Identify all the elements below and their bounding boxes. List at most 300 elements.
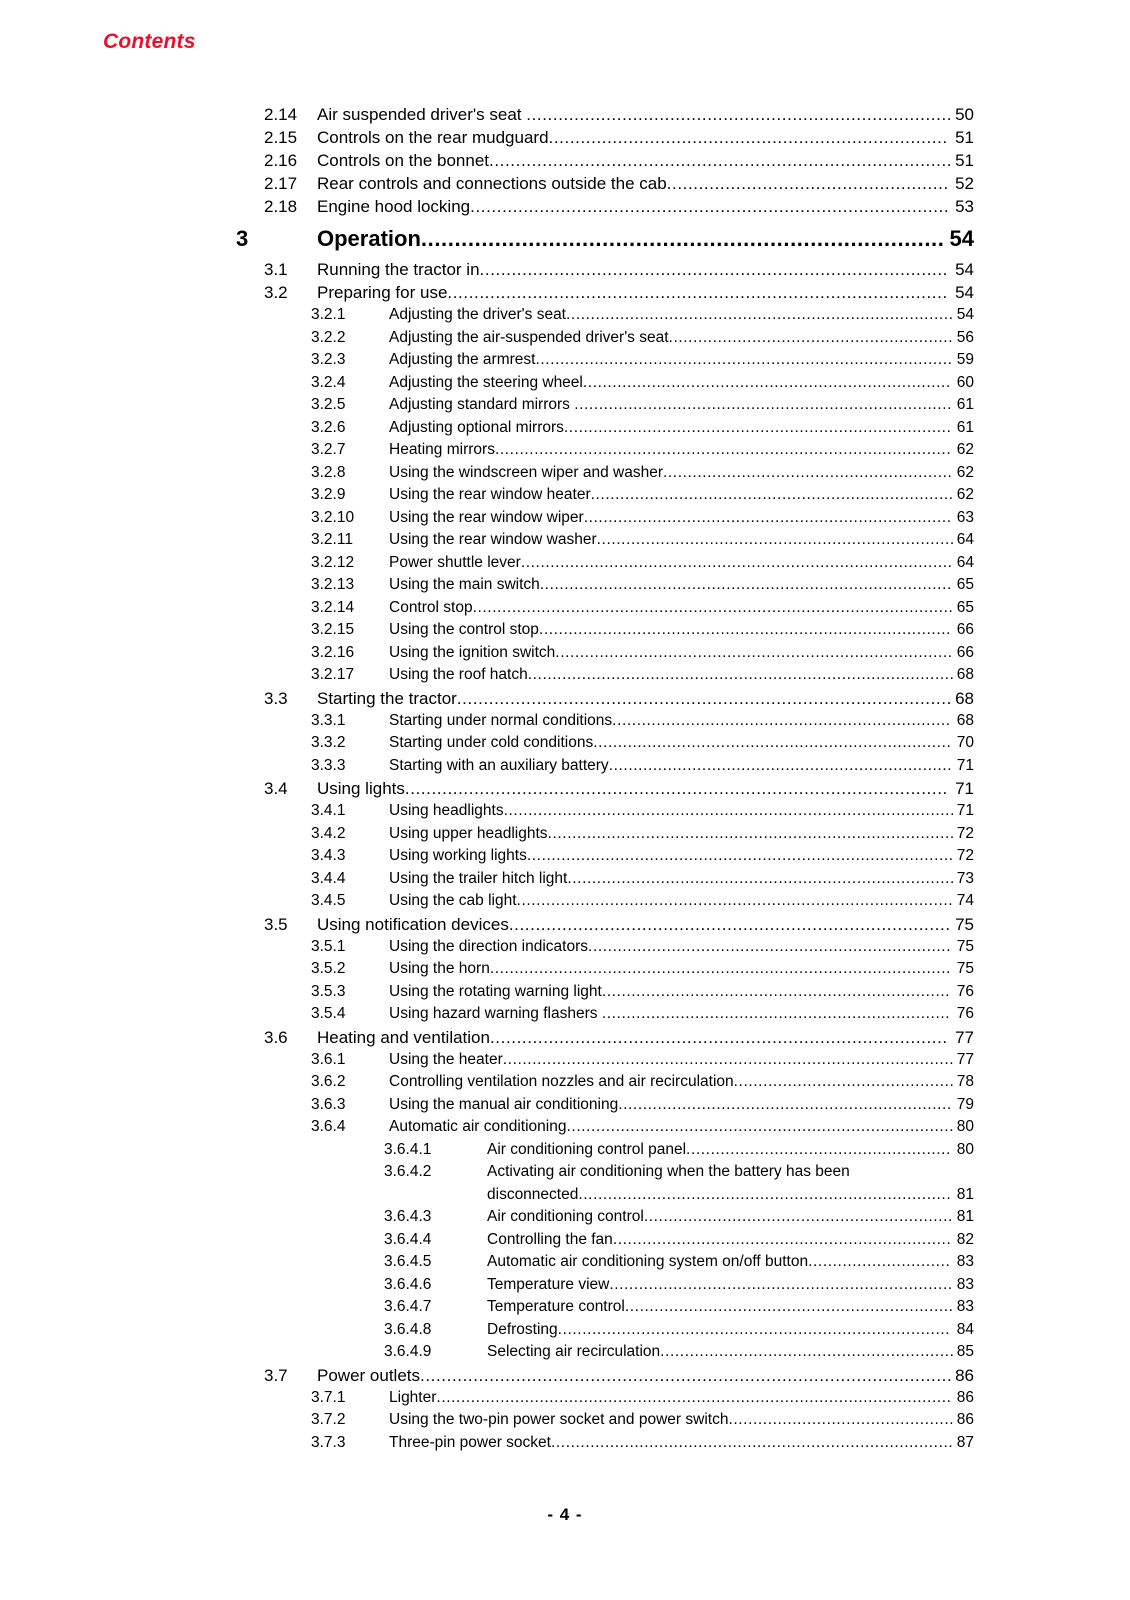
toc-entry-page-number: 71 — [956, 755, 974, 778]
toc-entry-body — [389, 484, 974, 507]
toc-entry[interactable] — [0, 281, 1130, 304]
toc-entry[interactable] — [0, 732, 1130, 755]
toc-leader-dots: .................................................................................... — [539, 576, 952, 593]
toc-entry-number: 3.6.1 — [311, 1050, 346, 1068]
toc-entry-number: 3.6.2 — [311, 1073, 346, 1090]
toc-entry-number: 2.18 — [264, 197, 298, 216]
toc-entry[interactable] — [0, 845, 1130, 868]
toc-entry-title: Engine hood locking — [317, 197, 471, 216]
toc-entry-number: 3.7 — [264, 1365, 288, 1385]
toc-entry-number: 3.3.3 — [311, 756, 346, 774]
toc-entry-title: Using working lights — [389, 847, 527, 864]
toc-entry-title: Using the manual air conditioning — [389, 1095, 619, 1113]
toc-entry-page-number: 60 — [956, 372, 974, 395]
toc-entry-page-number: 75 — [956, 936, 974, 959]
toc-entry-page-number: 68 — [956, 664, 974, 687]
toc-entry-page-number: 62 — [956, 462, 974, 485]
toc-entry-page-number: 83 — [956, 1251, 974, 1274]
toc-entry-number: 3.6.4.8 — [384, 1320, 432, 1338]
toc-leader-dots: ........................................................................................ — [479, 260, 948, 279]
toc-entry-page-number: 62 — [956, 484, 974, 507]
toc-entry-page-number: 76 — [956, 1003, 974, 1026]
toc-entry[interactable] — [0, 1432, 1130, 1455]
toc-leader-dots: ............................................................................ — [578, 1185, 952, 1203]
toc-entry[interactable] — [0, 484, 1130, 507]
toc-entry[interactable] — [0, 349, 1130, 372]
toc-entry[interactable] — [0, 1319, 1130, 1342]
toc-entry-body — [317, 281, 974, 304]
toc-entry-title: Using the roof hatch — [389, 666, 528, 683]
toc-entry[interactable] — [0, 507, 1130, 530]
toc-entry-body — [487, 1296, 974, 1319]
toc-entry-page-number: 81 — [956, 1206, 974, 1229]
toc-leader-dots: .................................................................................................... — [420, 1365, 953, 1385]
toc-entry-number: 3.2.12 — [311, 553, 355, 571]
toc-entry-title: Adjusting the driver's seat — [389, 306, 566, 323]
toc-entry-title: Using upper headlights — [389, 824, 548, 842]
toc-entry-title: Air conditioning control panel — [487, 1140, 687, 1158]
toc-entry-number: 3.6 — [264, 1027, 288, 1047]
toc-entry[interactable] — [0, 642, 1130, 665]
toc-entry-title: Using notification devices — [317, 914, 509, 934]
toc-leader-dots: ...................................................................... — [609, 1275, 953, 1293]
toc-entry[interactable] — [0, 1026, 1130, 1049]
toc-entry-body — [389, 1003, 974, 1026]
toc-leader-dots: .................................................................... — [618, 1095, 952, 1113]
toc-entry-page-number: 66 — [956, 642, 974, 665]
toc-entry-number: 3.2.1 — [311, 306, 346, 323]
toc-entry-title: Starting the tractor — [317, 688, 457, 708]
toc-entry-number: 3.5.2 — [311, 960, 346, 977]
toc-entry-body — [389, 755, 974, 778]
toc-entry-body — [317, 1364, 974, 1387]
toc-entry[interactable] — [0, 958, 1130, 981]
toc-entry-number: 3.6.3 — [311, 1095, 346, 1113]
toc-entry-number: 3.2.15 — [311, 621, 355, 638]
toc-leader-dots: ............................................................................. — [574, 396, 953, 413]
toc-entry-number: 3.5 — [264, 914, 288, 934]
toc-entry-body — [317, 258, 974, 281]
toc-entry-page-number: 53 — [955, 197, 974, 216]
toc-entry-page-number: 72 — [956, 823, 974, 846]
toc-entry[interactable] — [0, 1251, 1130, 1274]
toc-leader-dots: .......................................................................................... — [470, 197, 950, 216]
toc-entry-body — [389, 349, 974, 372]
toc-entry-body — [389, 1432, 974, 1455]
toc-entry[interactable] — [0, 981, 1130, 1004]
toc-entry[interactable] — [0, 1296, 1130, 1319]
toc-entry-body — [389, 868, 974, 891]
toc-entry[interactable] — [0, 103, 1130, 126]
toc-entry-title: Adjusting the air-suspended driver's seat — [389, 328, 669, 346]
toc-entry[interactable] — [0, 687, 1130, 710]
toc-entry-page-number: 86 — [956, 1387, 974, 1410]
toc-entry-number: 3.2.13 — [311, 576, 355, 593]
toc-entry-number: 3.4.3 — [311, 847, 346, 864]
toc-entry-body — [389, 981, 974, 1004]
toc-entry-number: 3.6.4.5 — [384, 1253, 432, 1270]
toc-entry-page-number: 51 — [955, 151, 974, 170]
toc-entry[interactable] — [0, 800, 1130, 823]
toc-entry[interactable] — [0, 394, 1130, 417]
toc-leader-dots: ............................................................ — [660, 1343, 955, 1360]
toc-entry-number: 3.6.4.2 — [384, 1163, 432, 1180]
toc-entry-body — [389, 462, 974, 485]
toc-entry[interactable] — [0, 1139, 1130, 1162]
toc-entry-title: Adjusting the armrest — [389, 351, 536, 368]
toc-entry-page-number: 75 — [955, 914, 974, 934]
toc-entry-page-number: 62 — [956, 439, 974, 462]
toc-entry-number: 3.3 — [264, 688, 288, 708]
toc-entry[interactable] — [0, 1071, 1130, 1094]
toc-entry-body — [389, 936, 974, 959]
toc-leader-dots: ............................................. — [733, 1073, 955, 1090]
toc-entry-title: Rear controls and connections outside the cab — [317, 174, 667, 193]
toc-leader-dots: ............................................................................................. — [456, 688, 952, 708]
toc-entry-body — [389, 845, 974, 868]
toc-entry-number: 3.3.1 — [311, 711, 346, 729]
toc-leader-dots: ........................................................... — [662, 463, 953, 481]
toc-entry[interactable] — [0, 304, 1130, 327]
toc-entry-title: Using the ignition switch — [389, 643, 556, 661]
toc-entry-body — [487, 1274, 974, 1297]
toc-leader-dots: ............................................................................... — [566, 306, 954, 323]
toc-entry-number: 3.6.4.1 — [384, 1140, 432, 1158]
toc-leader-dots: ............................................................................... — [566, 1118, 955, 1135]
toc-entry-body — [389, 417, 974, 440]
toc-leader-dots: ............................................................................................. — [494, 441, 952, 458]
toc-entry-page-number: 86 — [955, 1365, 974, 1385]
toc-entry-title: Controlling ventilation nozzles and air recirculation — [389, 1073, 734, 1090]
toc-leader-dots: ....................................................................................... — [527, 666, 955, 683]
toc-entry-title: Automatic air conditioning system on/off button — [487, 1253, 809, 1270]
toc-entry-title: Controls on the bonnet — [317, 151, 490, 170]
toc-leader-dots: ....................................................................... — [601, 1005, 951, 1022]
toc-leader-dots: .................................................................................. — [550, 1433, 954, 1451]
toc-leader-dots: ......................................................................................................... — [436, 1388, 952, 1406]
toc-entry[interactable] — [0, 710, 1130, 733]
toc-entry-body — [389, 1094, 974, 1117]
toc-entry-number: 3.6.4.4 — [384, 1230, 432, 1248]
toc-entry[interactable] — [0, 552, 1130, 575]
toc-leader-dots: ............................. — [808, 1253, 951, 1270]
toc-leader-dots: ................................................................................ — [557, 1320, 951, 1338]
toc-leader-dots: ......................................................................... — [596, 531, 955, 548]
toc-leader-dots: ............................................................................... — [567, 869, 955, 887]
toc-entry-body — [389, 1116, 974, 1139]
toc-entry-number: 3.2.5 — [311, 396, 346, 413]
toc-entry-title: Using the rear window washer — [389, 531, 597, 548]
toc-entry-title: Selecting air recirculation — [487, 1343, 661, 1360]
toc-entry-number: 3.2.10 — [311, 508, 355, 526]
toc-entry-number: 3.4.1 — [311, 802, 346, 819]
toc-entry[interactable] — [0, 913, 1130, 936]
toc-entry-body — [389, 664, 974, 687]
toc-entry[interactable] — [0, 777, 1130, 800]
toc-leader-dots: ................................................................................. — [555, 643, 953, 661]
toc-entry-title: Three-pin power socket — [389, 1433, 551, 1451]
toc-entry-title: Temperature view — [487, 1275, 610, 1293]
toc-entry-title: Temperature control — [487, 1298, 625, 1315]
toc-entry[interactable] — [0, 1003, 1130, 1026]
toc-entry-body — [487, 1206, 974, 1229]
toc-entry-page-number: 68 — [956, 710, 974, 733]
toc-entry-number: 2.17 — [264, 174, 298, 193]
toc-entry-number: 3.2.2 — [311, 328, 346, 346]
toc-entry-body — [389, 1387, 974, 1410]
toc-entry-body — [317, 687, 974, 710]
toc-entry-title: Using the main switch — [389, 576, 540, 593]
toc-entry-page-number: 68 — [955, 688, 974, 708]
toc-entry-number: 3.2.17 — [311, 666, 355, 683]
toc-entry-number: 3.4.2 — [311, 824, 346, 842]
toc-entry-title: Air suspended driver's seat — [317, 105, 527, 124]
toc-entry-body — [389, 619, 974, 642]
toc-leader-dots: ...................................................................... — [608, 756, 953, 774]
toc-entry-body — [317, 126, 974, 149]
toc-entry[interactable] — [0, 1229, 1130, 1252]
toc-entry-page-number: 61 — [956, 394, 974, 417]
toc-leader-dots: ...................................................... — [686, 1140, 951, 1158]
toc-entry[interactable] — [0, 574, 1130, 597]
toc-entry[interactable] — [0, 1409, 1130, 1432]
toc-entry-page-number: 71 — [955, 779, 974, 798]
toc-entry-body — [389, 304, 974, 327]
toc-entry-title: Power outlets — [317, 1365, 420, 1385]
toc-entry[interactable] — [0, 1387, 1130, 1410]
toc-leader-dots: ............................................................................................ — [503, 802, 955, 819]
toc-entry-body — [389, 507, 974, 530]
toc-entry-page-number: 65 — [956, 597, 974, 620]
toc-entry[interactable] — [0, 439, 1130, 462]
toc-leader-dots: ................................................................................ — [526, 105, 953, 124]
toc-entry-body — [389, 1049, 974, 1072]
toc-entry[interactable] — [0, 823, 1130, 846]
toc-entry-title: Using the rear window heater — [389, 486, 591, 503]
toc-entry-page-number: 80 — [956, 1116, 974, 1139]
toc-entry-title: Using the direction indicators — [389, 937, 589, 955]
toc-entry-page-number: 83 — [956, 1274, 974, 1297]
toc-leader-dots: ...................................................................................................... — [404, 779, 948, 798]
toc-entry-body — [317, 172, 974, 195]
toc-entry-number: 3.7.2 — [311, 1411, 346, 1428]
toc-leader-dots: ..................................................................... — [612, 1230, 952, 1248]
toc-entry-body — [389, 1071, 974, 1094]
toc-entry-body — [317, 103, 974, 126]
toc-leader-dots: ............................................................... — [643, 1208, 953, 1225]
page-number-footer: - 4 - — [547, 1505, 583, 1524]
toc-entry-title: Preparing for use — [317, 283, 448, 302]
toc-entry-page-number: 87 — [956, 1432, 974, 1455]
toc-entry-page-number: 50 — [955, 105, 974, 124]
toc-entry-number: 2.15 — [264, 128, 298, 147]
toc-entry-body — [389, 439, 974, 462]
toc-leader-dots: ................................................................................... — [508, 914, 951, 934]
toc-entry-page-number: 64 — [956, 552, 974, 575]
toc-entry[interactable] — [0, 258, 1130, 281]
toc-entry[interactable] — [0, 1049, 1130, 1072]
toc-entry-title: Controls on the rear mudguard — [317, 128, 549, 147]
toc-entry-body — [317, 1026, 974, 1049]
toc-entry-number: 2.14 — [264, 105, 298, 124]
toc-entry[interactable] — [0, 195, 1130, 218]
toc-entry-page-number: 84 — [956, 1319, 974, 1342]
toc-leader-dots: ......................................................................................... — [516, 892, 954, 909]
toc-entry-body — [389, 394, 974, 417]
toc-entry[interactable] — [0, 1364, 1130, 1387]
toc-entry[interactable] — [0, 597, 1130, 620]
toc-entry-page-number: 74 — [956, 890, 974, 913]
toc-entry-body — [389, 372, 974, 395]
toc-entry[interactable] — [0, 1161, 1130, 1206]
toc-entry-number: 3.2.7 — [311, 441, 346, 458]
toc-entry-number: 3.6.4.7 — [384, 1298, 432, 1315]
toc-entry[interactable] — [0, 172, 1130, 195]
toc-leader-dots: .............................................................................. — [420, 226, 945, 251]
toc-leader-dots: ............................................................................................ — [502, 1050, 955, 1068]
toc-entry-title: Starting under cold conditions — [389, 734, 594, 751]
toc-entry-page-number: 77 — [956, 1049, 974, 1072]
toc-entry-number: 3.6.4.9 — [384, 1343, 432, 1360]
toc-entry[interactable] — [0, 1206, 1130, 1229]
toc-entry-page-number: 54 — [949, 224, 974, 254]
toc-entry-page-number: 70 — [956, 732, 974, 755]
toc-entry-body — [487, 1229, 974, 1252]
toc-entry-number: 3.7.1 — [311, 1388, 346, 1406]
toc-entry-number: 3.4.5 — [311, 892, 346, 909]
toc-entry-number: 3.1 — [264, 260, 288, 279]
toc-entry-body — [317, 777, 974, 800]
toc-entry[interactable] — [0, 1274, 1130, 1297]
toc-entry-title: Using the rotating warning light — [389, 982, 602, 1000]
toc-entry-number: 3.5.3 — [311, 982, 346, 1000]
toc-entry-title: Using hazard warning flashers — [389, 1005, 602, 1022]
toc-entry-body — [389, 642, 974, 665]
toc-entry[interactable] — [0, 1094, 1130, 1117]
toc-entry[interactable] — [0, 936, 1130, 959]
toc-entry-title: Using the heater — [389, 1050, 503, 1068]
toc-leader-dots: .................................................................................................. — [472, 598, 954, 616]
toc-entry-number: 3.2.14 — [311, 598, 355, 616]
toc-entry-title: Adjusting standard mirrors — [389, 396, 575, 413]
toc-entry-number: 2.16 — [264, 151, 298, 170]
toc-entry-body — [389, 958, 974, 981]
toc-entry-number: 3.4 — [264, 779, 288, 798]
toc-entry-body — [487, 1161, 974, 1206]
toc-entry-title: Lighter — [389, 1388, 437, 1406]
toc-entry-body — [317, 224, 974, 254]
toc-entry-title: Controlling the fan — [487, 1230, 613, 1248]
toc-entry-number: 3 — [236, 226, 249, 251]
toc-entry-body — [317, 195, 974, 218]
toc-entry-number: 3.5.1 — [311, 937, 346, 955]
toc-entry-page-number: 75 — [956, 958, 974, 981]
toc-entry[interactable] — [0, 1341, 1130, 1364]
toc-entry-title: Using the horn — [389, 960, 490, 977]
toc-entry-number: 3.4.4 — [311, 869, 346, 887]
toc-entry-title: Automatic air conditioning — [389, 1118, 567, 1135]
toc-entry[interactable] — [0, 529, 1130, 552]
toc-entry-page-number: 66 — [956, 619, 974, 642]
toc-entry-body — [487, 1251, 974, 1274]
toc-entry-title: Activating air conditioning when the battery has been disconnected — [487, 1163, 850, 1203]
toc-entry-body — [389, 552, 974, 575]
toc-entry-title: Using the trailer hitch light — [389, 869, 568, 887]
toc-leader-dots: ....................................................................................... — [526, 847, 954, 864]
toc-leader-dots: ..................................................................... — [612, 711, 951, 729]
toc-entry-number: 3.2.6 — [311, 418, 346, 436]
toc-leader-dots: ............................................................................... — [563, 418, 952, 436]
table-of-contents — [0, 103, 1130, 1454]
toc-entry-body — [389, 574, 974, 597]
toc-entry-page-number: 61 — [956, 417, 974, 440]
toc-entry-page-number: 56 — [956, 327, 974, 350]
toc-entry-page-number: 71 — [956, 800, 974, 823]
toc-entry[interactable] — [0, 372, 1130, 395]
toc-entry-page-number: 76 — [956, 981, 974, 1004]
toc-entry[interactable] — [0, 462, 1130, 485]
toc-entry-body — [389, 823, 974, 846]
toc-entry-body — [487, 1341, 974, 1364]
toc-entry-title: Defrosting — [487, 1320, 558, 1338]
toc-entry[interactable] — [0, 327, 1130, 350]
toc-entry-title: Air conditioning control — [487, 1208, 644, 1225]
toc-entry-number: 3.2.8 — [311, 463, 346, 481]
toc-entry[interactable] — [0, 664, 1130, 687]
toc-leader-dots: .......................................................................... — [590, 486, 954, 503]
toc-entry-title: Using lights — [317, 779, 405, 798]
toc-entry[interactable] — [0, 755, 1130, 778]
toc-entry-body — [487, 1139, 974, 1162]
toc-leader-dots: ........................................................................... — [582, 373, 951, 391]
toc-leader-dots: .............................................................................................. — [447, 283, 948, 302]
toc-entry-page-number: 64 — [956, 529, 974, 552]
toc-entry[interactable] — [0, 149, 1130, 172]
toc-entry-number: 3.6.4.6 — [384, 1275, 432, 1293]
toc-entry-body — [389, 732, 974, 755]
toc-entry-body — [389, 327, 974, 350]
toc-entry[interactable] — [0, 890, 1130, 913]
toc-entry-title: Control stop — [389, 598, 473, 616]
toc-entry[interactable] — [0, 868, 1130, 891]
toc-entry-body — [389, 597, 974, 620]
toc-entry[interactable] — [0, 1116, 1130, 1139]
toc-leader-dots: .............................................. — [728, 1411, 955, 1428]
toc-entry-number: 3.2.4 — [311, 373, 346, 391]
toc-entry-title: Adjusting optional mirrors — [389, 418, 564, 436]
toc-leader-dots: ...................................................................................... — [489, 1027, 948, 1047]
toc-entry[interactable] — [0, 619, 1130, 642]
toc-entry-page-number: 83 — [956, 1296, 974, 1319]
toc-entry-title: Heating mirrors — [389, 441, 495, 458]
toc-entry-page-number: 63 — [956, 507, 974, 530]
toc-entry-page-number: 79 — [956, 1094, 974, 1117]
toc-entry[interactable] — [0, 126, 1130, 149]
toc-entry-number: 3.2 — [264, 283, 288, 302]
toc-entry-title: Using the windscreen wiper and washer — [389, 463, 663, 481]
toc-entry-page-number: 72 — [956, 845, 974, 868]
toc-leader-dots: ....................................................................... — [601, 982, 951, 1000]
toc-entry-number: 3.2.9 — [311, 486, 346, 503]
toc-entry-title: Adjusting the steering wheel — [389, 373, 583, 391]
toc-entry-body — [389, 890, 974, 913]
toc-entry-body — [389, 800, 974, 823]
toc-leader-dots: .............................................................................................. — [489, 960, 952, 977]
toc-entry-page-number: 85 — [956, 1341, 974, 1364]
toc-entry-title: Power shuttle lever — [389, 553, 521, 571]
toc-entry[interactable] — [0, 224, 1130, 256]
toc-entry[interactable] — [0, 417, 1130, 440]
